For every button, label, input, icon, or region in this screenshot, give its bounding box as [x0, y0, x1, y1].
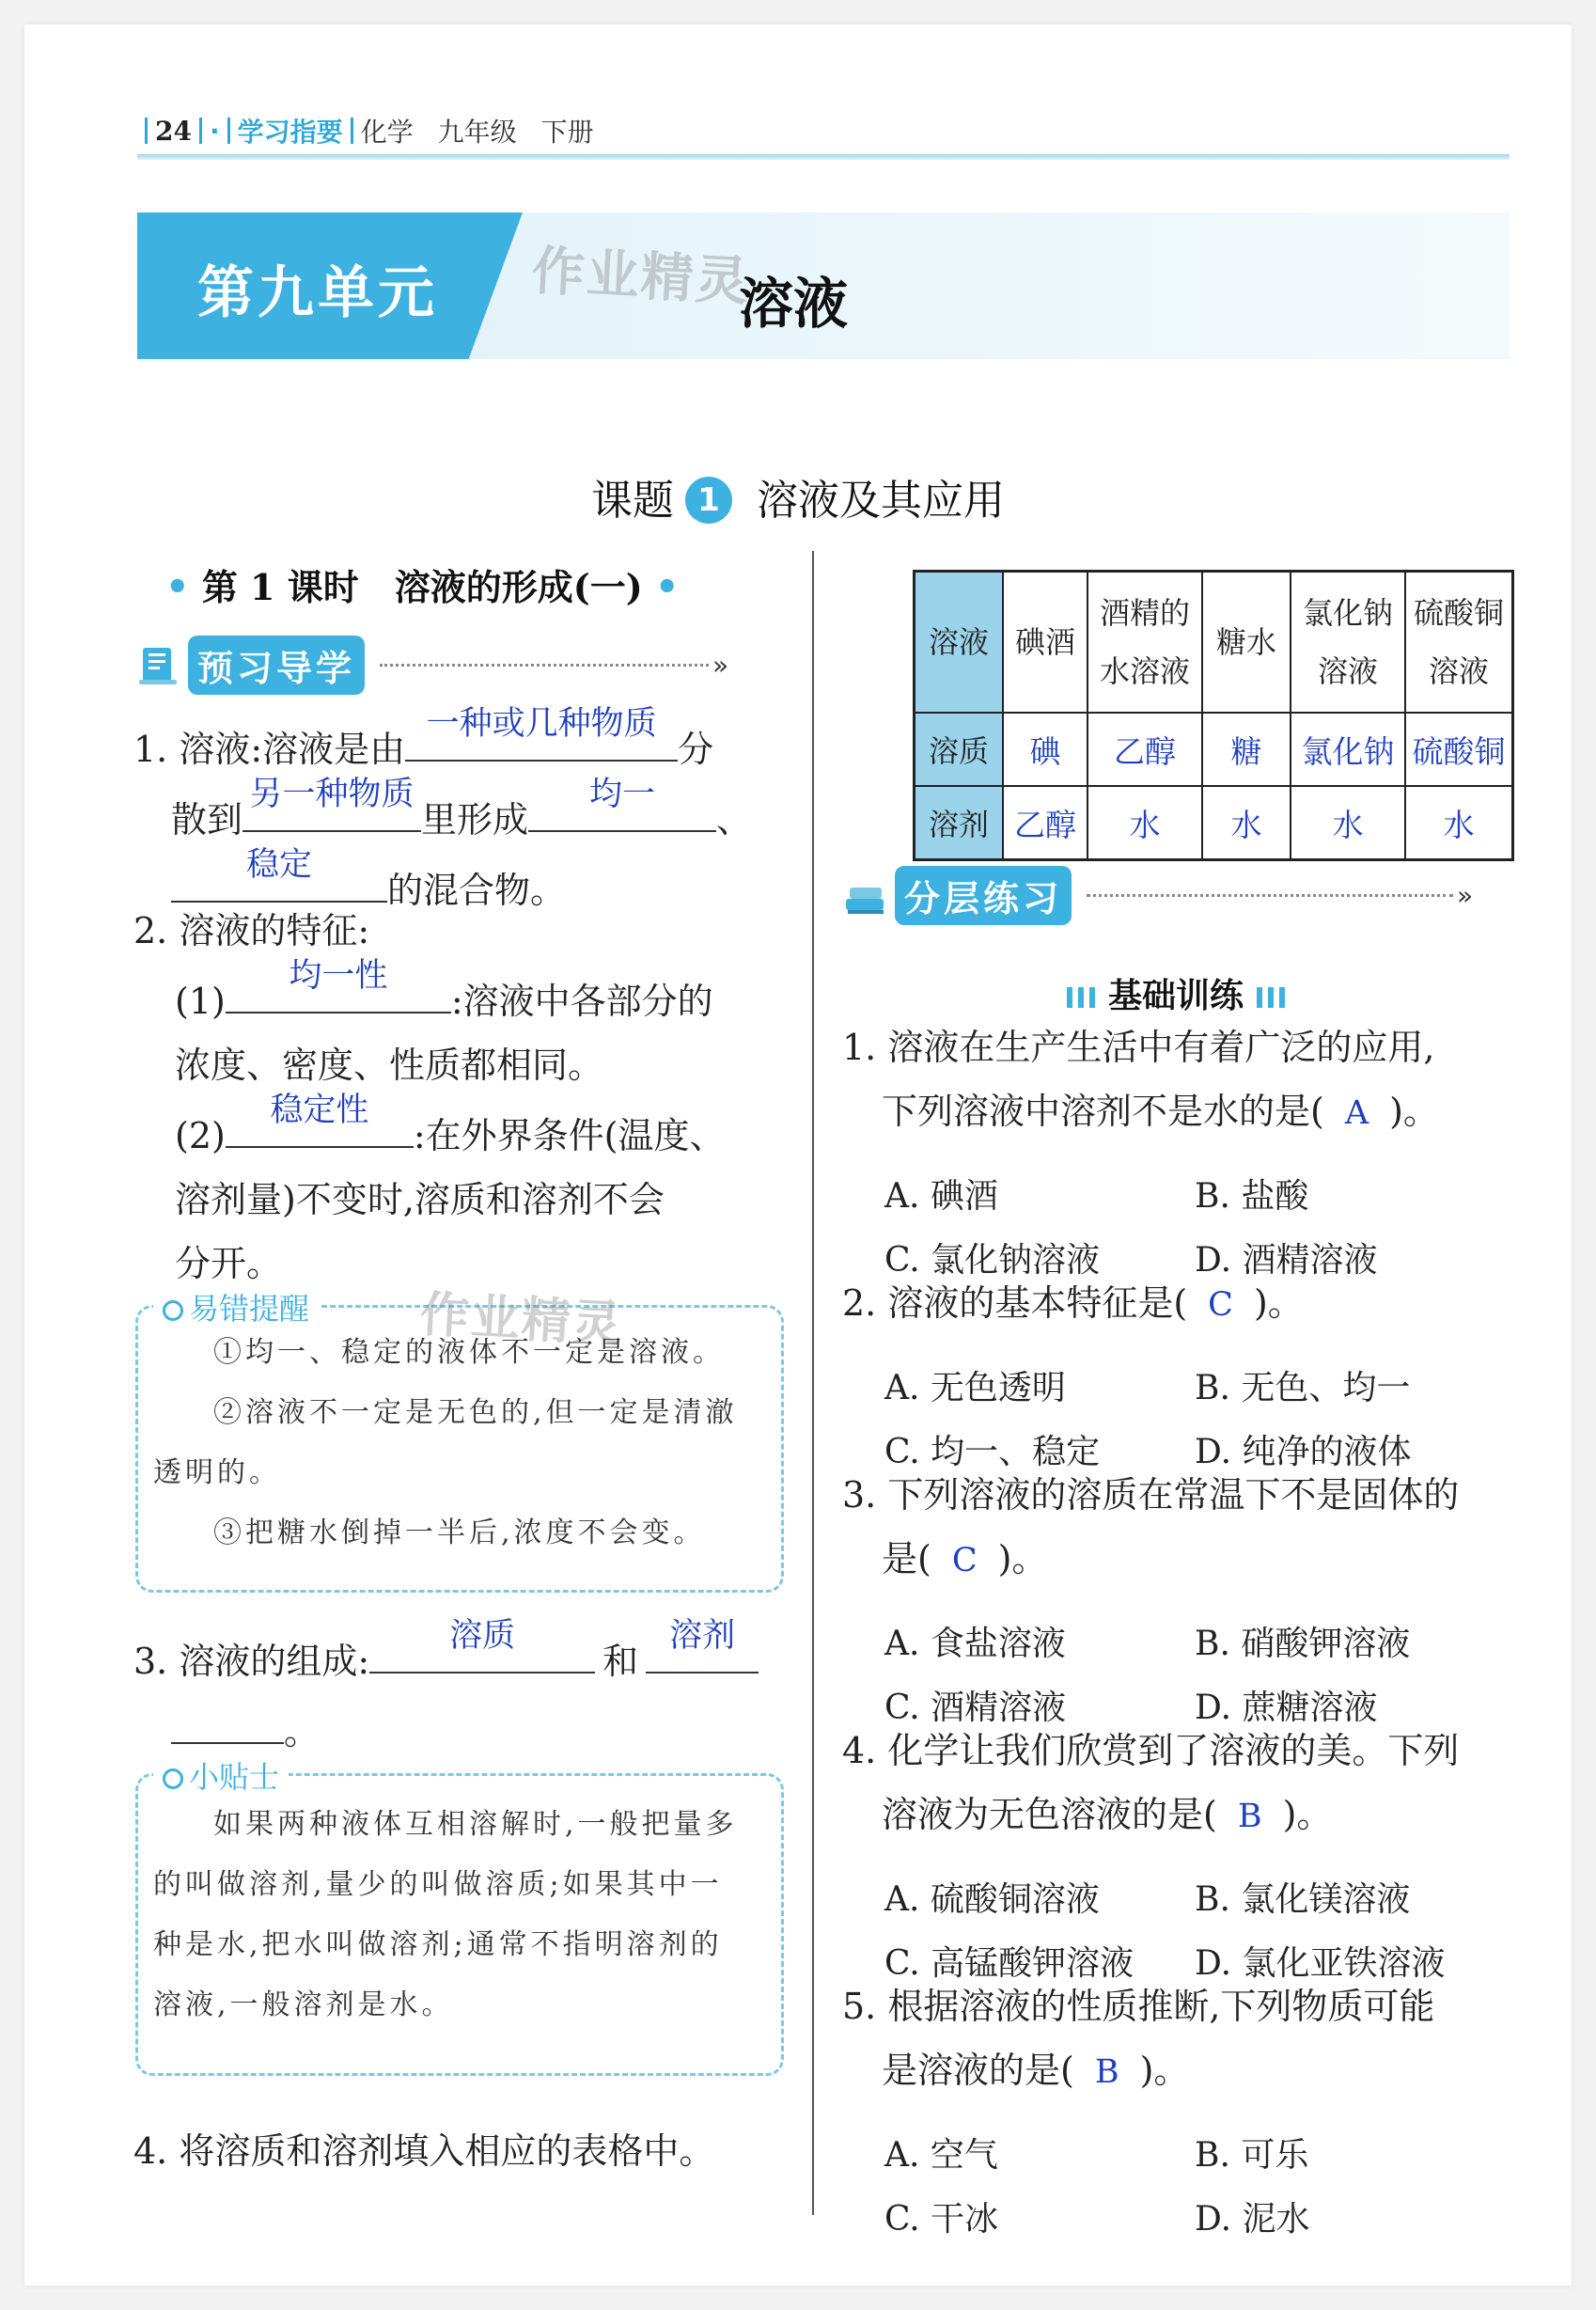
option: B. 硝酸钾溶液	[1195, 1625, 1411, 1663]
tip-box: 小贴士 如果两种液体互相溶解时,一般把量多 的叫做溶剂,量少的叫做溶质;如果其中一 种是水,把水叫做溶剂;通常不指明溶剂的 溶液,一般溶剂是水。	[135, 1773, 784, 2076]
mistake-tip-box: 易错提醒 作业精灵 ①均一、稳定的液体不一定是溶液。 ②溶液不一定是无色的,但一定是清澈 透明的。 ③把糖水倒掉一半后,浓度不会变。	[135, 1305, 784, 1593]
option: D. 纯净的液体	[1195, 1433, 1412, 1471]
practice-heading: 分层练习 »	[844, 866, 1473, 925]
solute-answer: 氯化钠	[1291, 713, 1405, 786]
answer: 另一种物质	[249, 776, 415, 813]
unit-title: 溶液	[739, 272, 849, 336]
solvent-answer: 乙醇	[1003, 786, 1087, 860]
running-header	[137, 115, 1510, 147]
option: A. 食盐溶液	[884, 1625, 1066, 1663]
lesson-prefix: 课题	[591, 477, 674, 525]
preview-q3: 3. 溶液的组成: 溶质 和 溶剂 。	[133, 1623, 810, 1764]
option: A. 空气	[884, 2136, 998, 2175]
page-number: 24	[155, 115, 192, 147]
solvent-answer: 水	[1202, 786, 1291, 860]
volume: 下册	[540, 117, 594, 148]
option: B. 无色、均一	[1195, 1369, 1411, 1407]
option: A. 无色透明	[884, 1369, 1066, 1407]
practice-q1: 1. 溶液在生产生活中有着广泛的应用, 下列溶液中溶剂不是水的是( A )。	[842, 1027, 1439, 1132]
solution-cell: 氯化钠 溶液	[1291, 572, 1405, 714]
answer: C	[1208, 1286, 1233, 1324]
option: A. 碘酒	[884, 1177, 998, 1216]
option: D. 蔗糖溶液	[1195, 1689, 1378, 1727]
solvent-answer: 水	[1291, 786, 1405, 860]
solute-answer: 乙醇	[1087, 713, 1202, 786]
series-name: 学习指要	[237, 117, 343, 148]
header-sep: ·	[209, 115, 220, 147]
option: C. 酒精溶液	[884, 1689, 1067, 1727]
solvent-answer: 水	[1087, 786, 1202, 860]
preview-q1: 1. 溶液:溶液是由 一种或几种物质 分 散到 另一种物质 里形成 均一 、 稳定 的混合物。	[133, 711, 791, 922]
subject: 化学	[360, 117, 414, 148]
book-info	[361, 112, 618, 149]
solution-cell: 碘酒	[1003, 572, 1087, 714]
book-icon	[137, 644, 180, 687]
option: C. 氯化钠溶液	[884, 1241, 1101, 1280]
practice-q3: 3. 下列溶液的溶质在常温下不是固体的 是( C )。	[842, 1474, 1460, 1579]
option: B. 可乐	[1195, 2136, 1309, 2175]
option: D. 酒精溶液	[1195, 1241, 1378, 1280]
solute-answer: 碘	[1003, 713, 1087, 786]
mistake-tip-title: 易错提醒	[153, 1285, 319, 1328]
option: B. 氯化镁溶液	[1195, 1880, 1411, 1919]
solution-cell: 硫酸铜 溶液	[1405, 572, 1513, 714]
search-icon	[163, 1300, 183, 1321]
search-icon	[163, 1768, 183, 1789]
practice-q4: 4. 化学让我们欣赏到了溶液的美。下列 溶液为无色溶液的是( B )。	[842, 1730, 1460, 1835]
row-header: 溶剂	[915, 786, 1004, 860]
unit-banner	[137, 212, 1510, 359]
option: B. 盐酸	[1195, 1177, 1309, 1216]
unit-label: 第九单元	[197, 260, 438, 326]
tip-title: 小贴士	[153, 1753, 289, 1797]
period-title: • 第 1 课时 溶液的形成(一) •	[165, 565, 680, 609]
option: A. 硫酸铜溶液	[884, 1880, 1100, 1919]
lesson-number-badge: 1	[685, 477, 732, 524]
answer: 溶剂	[669, 1617, 736, 1655]
answer: 稳定	[245, 846, 312, 884]
solute-answer: 糖	[1202, 713, 1291, 786]
practice-label: 分层练习	[895, 866, 1072, 925]
option: C. 干冰	[884, 2200, 999, 2239]
solution-table	[913, 570, 1514, 861]
watermark: 作业精灵	[530, 240, 752, 314]
preview-q4: 4. 将溶质和溶剂填入相应的表格中。	[133, 2130, 715, 2172]
basic-training-title: 基础训练	[1064, 969, 1288, 1017]
answer: 溶质	[449, 1617, 516, 1655]
option: D. 泥水	[1195, 2200, 1310, 2239]
header-rule	[137, 154, 1510, 160]
solute-answer: 硫酸铜	[1405, 713, 1513, 786]
page	[24, 24, 1572, 2286]
grade: 九年级	[437, 117, 517, 148]
answer: 均一	[589, 776, 656, 813]
answer: 稳定性	[270, 1092, 369, 1129]
preview-label: 预习导学	[188, 636, 365, 695]
practice-q5: 5. 根据溶液的性质推断,下列物质可能 是溶液的是( B )。	[842, 1986, 1435, 2091]
option: C. 均一、稳定	[884, 1433, 1101, 1471]
answer: B	[1237, 1798, 1262, 1835]
option: D. 氯化亚铁溶液	[1195, 1944, 1446, 1983]
answer: C	[951, 1542, 978, 1579]
lesson-name: 溶液及其应用	[757, 477, 1005, 525]
answer: 均一性	[289, 957, 388, 995]
solvent-answer: 水	[1405, 786, 1513, 860]
answer: 一种或几种物质	[426, 705, 657, 743]
books-icon	[844, 874, 887, 918]
answer: A	[1344, 1094, 1369, 1132]
watermark: 作业精灵	[418, 1286, 625, 1354]
solution-cell: 糖水	[1202, 572, 1291, 714]
answer: B	[1094, 2053, 1119, 2091]
option: C. 高锰酸钾溶液	[884, 1944, 1134, 1983]
lesson-title	[24, 466, 1572, 529]
column-divider	[812, 551, 814, 2215]
preview-q2: 2. 溶液的特征: (1) 均一性 :溶液中各部分的 浓度、密度、性质都相同。 (2) 稳定性 :在外界条件(温度、 溶剂量)不变时,溶质和溶剂不会 分开。	[133, 910, 726, 1284]
practice-q2: 2. 溶液的基本特征是( C )。	[842, 1282, 1304, 1324]
row-header: 溶液	[915, 572, 1004, 714]
solution-cell: 酒精的 水溶液	[1087, 572, 1202, 714]
preview-heading: 预习导学 »	[137, 636, 728, 695]
row-header: 溶质	[915, 713, 1004, 786]
